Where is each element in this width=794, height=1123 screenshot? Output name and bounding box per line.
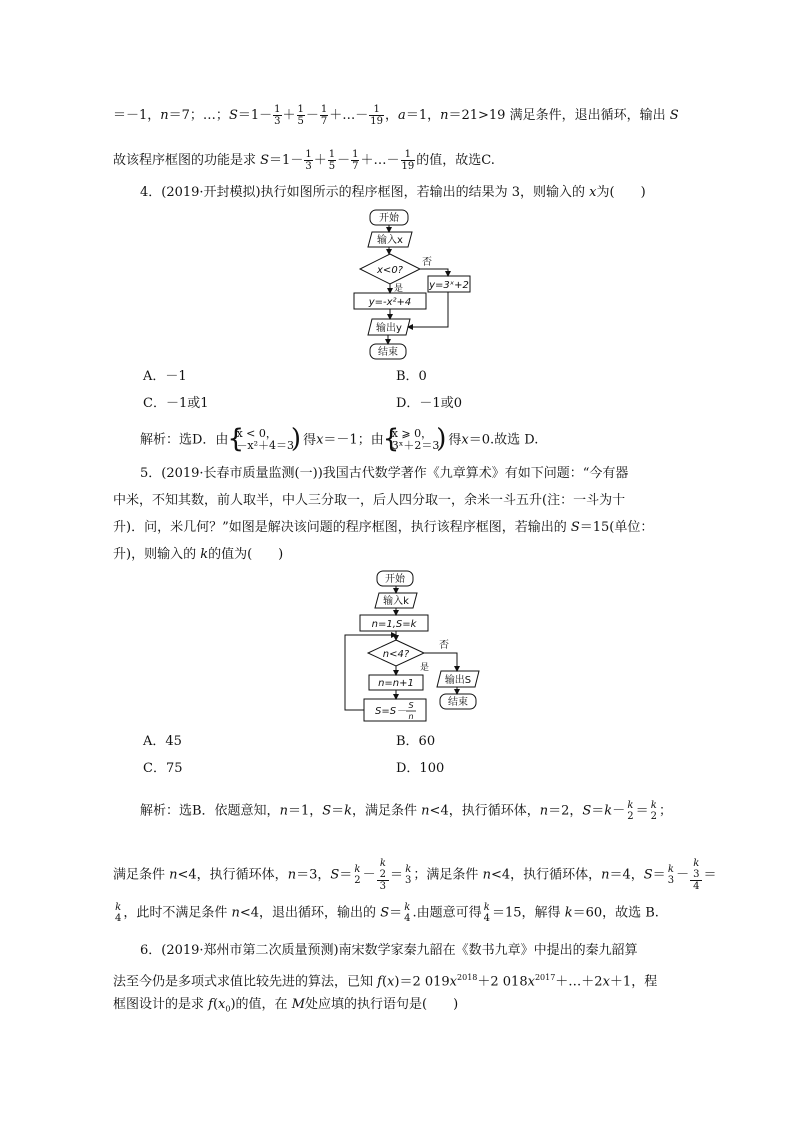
q4-input-label: 输入x — [377, 235, 403, 246]
q5-stem-line-1: 5．(2019·长春市质量监测(一))我国古代数学著作《九章算术》有如下问题：“今有器 — [140, 466, 629, 481]
q5-init-label: n=1,S=k — [371, 619, 417, 630]
q4-output-label: 输出y — [376, 323, 402, 334]
q5-start-label: 开始 — [385, 574, 405, 585]
q4-end-label: 结束 — [378, 347, 398, 358]
q4-option-d[interactable]: D．－1或0 — [396, 396, 462, 411]
q4-no-label: 否 — [422, 257, 432, 268]
frac-1-3: $\frac{1}{3}$ — [274, 104, 281, 127]
q4-start-label: 开始 — [379, 213, 399, 224]
q5-end-label: 结束 — [448, 697, 468, 708]
q4-right-label: y=3ˣ+2 — [429, 280, 469, 291]
q4-cond-label: x<0? — [377, 265, 403, 276]
frac-1-5: $\frac{1}{5}$ — [297, 104, 304, 127]
q5-output-label: 输出S — [444, 675, 472, 686]
q5-assign-den: n — [408, 712, 414, 721]
q5-flowchart — [335, 567, 495, 725]
q5-option-d[interactable]: D．100 — [396, 761, 445, 776]
q5-stem-line-4: 升)，则输入的 k的值为( ) — [113, 547, 284, 562]
q6-stem-line-2: 法至今仍是多项式求值比较先进的算法，已知 f(x)＝2 $019x^{2018}+2$ $018x^{2017}+\dots+2x+1$，程 — [113, 973, 658, 990]
q5-stem-line-3: 升)．问，米几何？”如图是解决该问题的程序框图，执行该程序框图，若输出的 S＝15(单位： — [113, 520, 654, 535]
frac-1-7: $\frac{1}{7}$ — [320, 104, 328, 127]
q4-yes-label: 是 — [394, 284, 404, 294]
q5-assign-label: S=S－ — [375, 706, 407, 717]
q5-no-label: 否 — [439, 640, 449, 651]
q5-yes-label: 是 — [420, 663, 430, 673]
q4-analysis: 解析：选D．由 { x < 0， －x²＋4＝3 ) 得x＝－1；由 { x ⩾ 0， 3ˣ＋2＝3 ) 得x＝0.故选 D. — [140, 428, 538, 452]
prev-solution-line-1: ＝－1，n＝7；…；S＝1－ $\frac{1}{3}$ ＋ $\frac{1}{5}$ － $\frac{1}{7}$ ＋…－ $\frac{1}{19}$ ，a＝1，n＝21>19 满足条件，退出循环，输出 S — [113, 104, 679, 127]
frac-1-19: $\frac{1}{19}$ — [370, 104, 384, 127]
q6-stem-line-1: 6．(2019·郑州市第二次质量预测)南宋数学家秦九韶在《数书九章》中提出的秦九韶算 — [140, 943, 638, 958]
q5-inc-label: n=n+1 — [378, 678, 414, 689]
q4-system-1: { x < 0， －x²＋4＝3 ) — [228, 428, 294, 452]
q4-stem: 4．(2019·开封模拟)执行如图所示的程序框图，若输出的结果为 3，则输入的 x为( ) — [140, 185, 646, 200]
q5-cond-label: n<4? — [382, 649, 410, 660]
q5-assign-num: S — [408, 701, 414, 710]
q5-option-b[interactable]: B．60 — [396, 734, 436, 749]
q4-option-b[interactable]: B．0 — [396, 369, 427, 384]
compound-fraction: k 2 3 — [377, 858, 389, 892]
q5-analysis-line-2: 满足条件 n<4，执行循环体，n＝3，S＝ k 2 － k 2 3 ＝ k 3 ；满足条件 n<4，执行循环体，n＝4，S＝ k 3 － k 3 4 ＝ — [113, 858, 717, 892]
q4-flowchart — [340, 205, 500, 363]
q5-analysis-line-1: 解析：选B．依题意知，n＝1，S＝k，满足条件 n<4，执行循环体，n＝2，S＝k－ k 2 ＝ k 2 ； — [140, 800, 672, 822]
q5-option-c[interactable]: C．75 — [143, 761, 183, 776]
q4-option-a[interactable]: A．－1 — [143, 369, 187, 384]
q6-stem-line-3: 框图设计的是求 $f(x_0)$的值，在 M处应填的执行语句是( ) — [113, 997, 459, 1014]
q5-stem-line-2: 中米，不知其数，前人取半，中人三分取一，后人四分取一，余米一斗五升(注：一斗为十 — [113, 493, 626, 508]
q4-system-2: { x ⩾ 0， 3ˣ＋2＝3 ) — [384, 428, 440, 452]
prev-solution-line-2: 故该程序框图的功能是求 S＝1－ $\frac{1}{3}$ ＋ $\frac{1}{5}$ － $\frac{1}{7}$ ＋…－ $\frac{1}{19}$ 的值，故选C. — [113, 149, 495, 172]
q5-input-label: 输入k — [383, 596, 409, 607]
q4-option-c[interactable]: C．－1或1 — [143, 396, 209, 411]
q4-left-label: y=-x²+4 — [368, 297, 412, 308]
q5-analysis-line-3: k 4 ，此时不满足条件 n<4，退出循环，输出的 S＝ k 4 .由题意可得 k 4 ＝15，解得 k＝60，故选 B. — [115, 902, 659, 924]
q5-option-a[interactable]: A．45 — [143, 734, 182, 749]
